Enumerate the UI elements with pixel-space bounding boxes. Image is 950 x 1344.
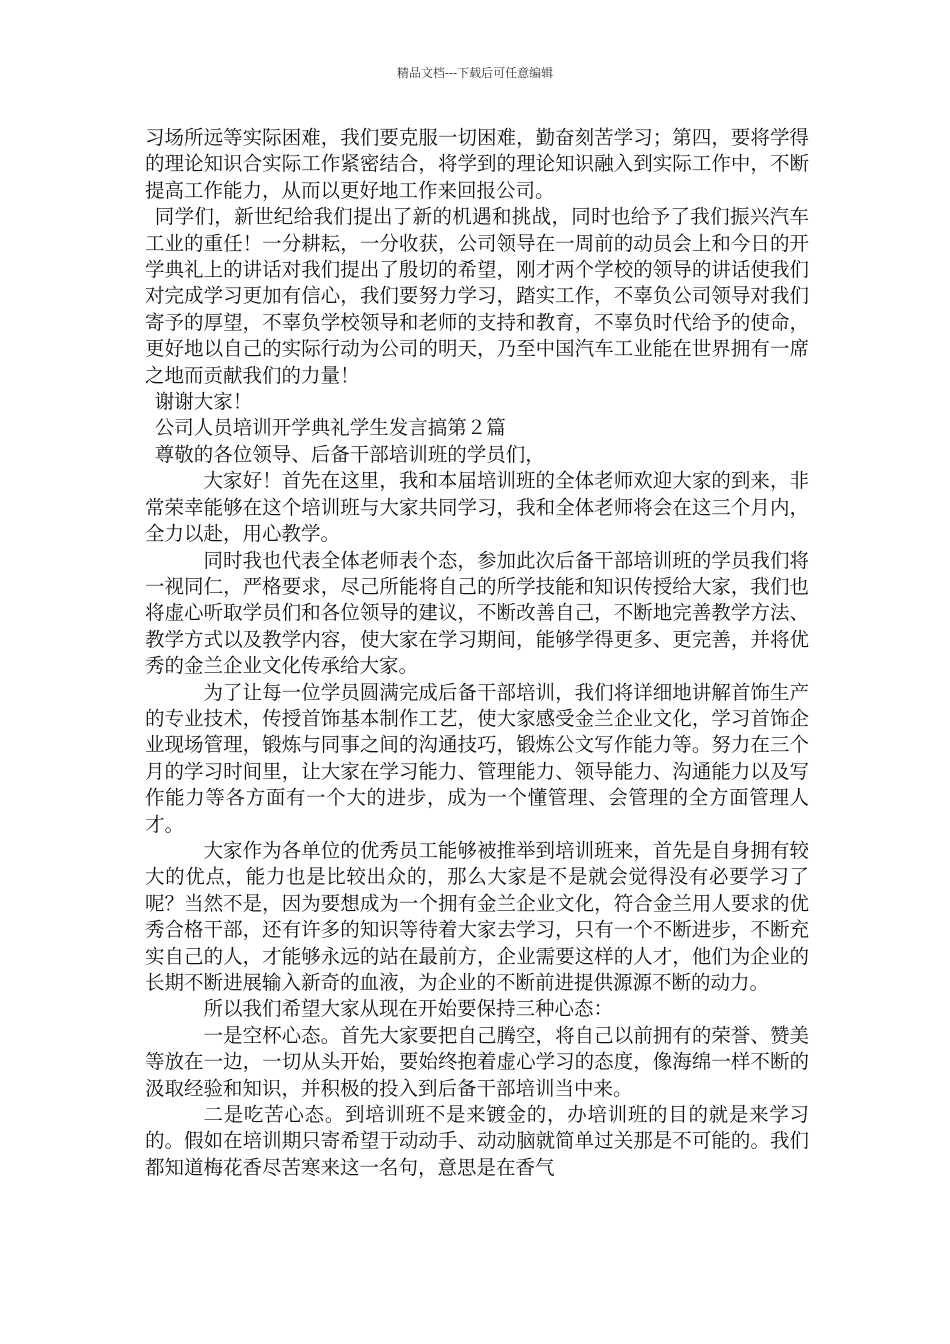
paragraph-hardship: 二是吃苦心态。到培训班不是来镀金的，办培训班的目的就是来学习的。假如在培训期只寄希望于动动手、动动脑就简单过关那是不可能的。我们都知道梅花香尽苦寒来这一名句，意思是在香气 — [145, 1103, 809, 1179]
page-header: 精品文档---下载后可任意编辑 — [396, 66, 554, 80]
paragraph-continuous-learning: 大家作为各单位的优秀员工能够被推举到培训班来，首先是自身拥有较大的优点，能力也是比较出众的，那么大家是不是就会觉得没有必要学习了呢？当然不是，因为要想成为一个拥有金兰企业文化，符合金兰用人要求的优秀合格干部，还有许多的知识等待着大家去学习，只有一个不断进步，不断充实自己的人，才能够永远的站在最前方，企业需要这样的人才，他们为企业的长期不断进展输入新奇的血液，为企业的不断前进提供源源不断的动力。 — [145, 838, 809, 994]
paragraph-welcome: 大家好！首先在这里，我和本届培训班的全体老师欢迎大家的到来，非常荣幸能够在这个培训班与大家共同学习，我和全体老师将会在这三个月内，全力以赴，用心教学。 — [145, 469, 809, 546]
paragraph-training-plan: 为了让每一位学员圆满完成后备干部培训，我们将详细地讲解首饰生产的专业技术，传授首饰基本制作工艺，使大家感受金兰企业文化，学习首饰企业现场管理，锻炼与同事之间的沟通技巧，锻炼公文写作能力等。努力在三个月的学习时间里，让大家在学习能力、管理能力、领导能力、沟通能力以及写作能力等各方面有一个大的进步，成为一个懂管理、会管理的全方面管理人才。 — [145, 680, 809, 836]
paragraph-continuation: 习场所远等实际困难，我们要克服一切困难，勤奋刻苦学习；第四，要将学得的理论知识合实际工作紧密结合，将学到的理论知识融入到实际工作中，不断提高工作能力，从而以更好地工作来回报公司。 — [145, 126, 809, 202]
paragraph-thanks: 谢谢大家！ — [154, 390, 253, 414]
section-title: 公司人员培训开学典礼学生发言搞第２篇 — [154, 416, 506, 440]
paragraph-three-mindsets: 所以我们希望大家从现在开始要保持三种心态： — [203, 997, 614, 1021]
paragraph-classmates: 同学们，新世纪给我们提出了新的机遇和挑战，同时也给予了我们振兴汽车工业的重任！一分耕耘，一分收获，公司领导在一周前的动员会上和今日的开学典礼上的讲话对我们提出了殷切的希望，刚才两个学校的领导的讲话使我们对完成学习更加有信心，我们要努力学习，踏实工作，不辜负公司领导对我们寄予的厚望，不辜负学校领导和老师的支持和教育，不辜负时代给予的使命，更好地以自己的实际行动为公司的明天，乃至中国汽车工业能在世界拥有一席之地而贡献我们的力量！ — [145, 205, 809, 387]
paragraph-commitment: 同时我也代表全体老师表个态，参加此次后备干部培训班的学员我们将一视同仁，严格要求，尽己所能将自己的所学技能和知识传授给大家，我们也将虚心听取学员们和各位领导的建议，不断改善自己，不断地完善教学方法、教学方式以及教学内容，使大家在学习期间，能够学得更多、更完善，并将优秀的金兰企业文化传承给大家。 — [145, 548, 809, 678]
document-body — [145, 125, 809, 1181]
salutation: 尊敬的各位领导、后备干部培训班的学员们， — [154, 442, 545, 466]
paragraph-empty-cup: 一是空杯心态。首先大家要把自己腾空，将自己以前拥有的荣誉、赞美等放在一边，一切从头开始，要始终抱着虚心学习的态度，像海绵一样不断的汲取经验和知识，并积极的投入到后备干部培训当中来。 — [145, 1023, 809, 1100]
